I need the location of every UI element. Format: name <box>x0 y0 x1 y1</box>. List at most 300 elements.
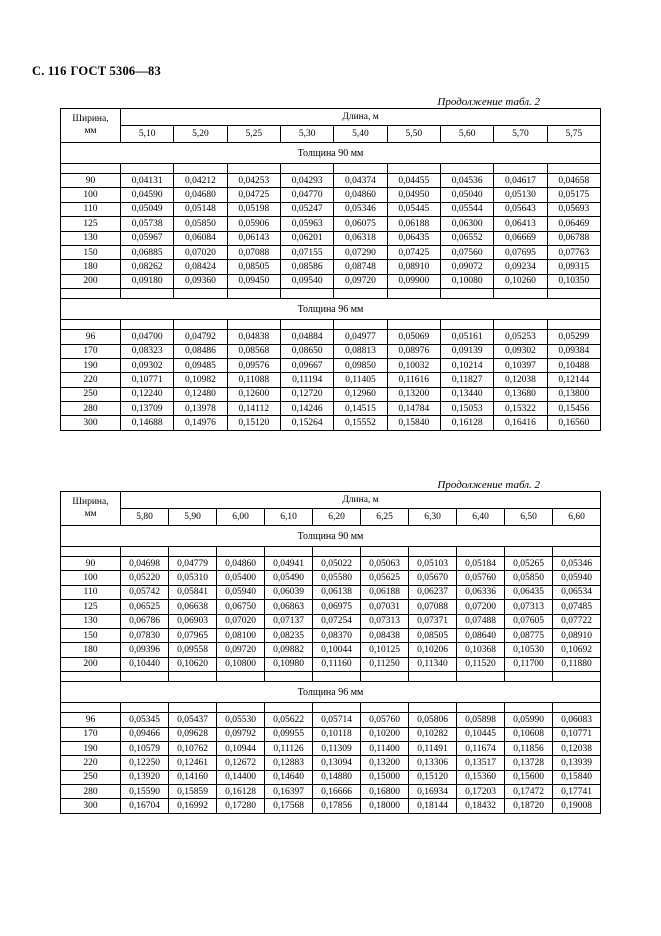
cell-value: 0,09384 <box>547 344 600 358</box>
cell-value: 0,04884 <box>280 330 333 344</box>
cell-value: 0,04131 <box>121 174 174 188</box>
spacer-row <box>61 320 601 330</box>
cell-value: 0,09450 <box>227 274 280 288</box>
cell-value: 0,18720 <box>505 799 553 813</box>
cell-value: 0,10214 <box>440 358 493 372</box>
cell-value: 0,04860 <box>334 188 387 202</box>
cell-value: 0,05742 <box>121 585 169 599</box>
cell-value: 0,07290 <box>334 245 387 259</box>
row-width-value: 170 <box>61 727 121 741</box>
cell-value: 0,05906 <box>227 217 280 231</box>
cell-value: 0,09667 <box>280 358 333 372</box>
cell-value: 0,10982 <box>174 373 227 387</box>
cell-value: 0,06469 <box>547 217 600 231</box>
cell-value: 0,11700 <box>505 657 553 671</box>
spacer-row <box>61 547 601 557</box>
section-title-row <box>61 299 601 320</box>
cell-value: 0,12960 <box>334 387 387 401</box>
row-width-value: 190 <box>61 358 121 372</box>
cell-value: 0,12480 <box>174 387 227 401</box>
cell-value: 0,10350 <box>547 274 600 288</box>
cell-value: 0,13709 <box>121 402 174 416</box>
cell-value: 0,17472 <box>505 785 553 799</box>
cell-value: 0,10980 <box>265 657 313 671</box>
cell-value: 0,10771 <box>121 373 174 387</box>
cell-value: 0,18000 <box>361 799 409 813</box>
cell-value: 0,11405 <box>334 373 387 387</box>
cell-value: 0,13440 <box>440 387 493 401</box>
cell-value: 0,05103 <box>409 557 457 571</box>
cell-value: 0,11340 <box>409 657 457 671</box>
cell-value: 0,15590 <box>121 785 169 799</box>
cell-value: 0,09360 <box>174 274 227 288</box>
cell-value: 0,07200 <box>457 600 505 614</box>
cell-value: 0,16992 <box>169 799 217 813</box>
cell-value: 0,07485 <box>553 600 601 614</box>
cell-value: 0,10118 <box>313 727 361 741</box>
column-header-6: 5,60 <box>440 126 493 143</box>
column-header-7: 6,40 <box>457 509 505 526</box>
cell-value: 0,13978 <box>174 402 227 416</box>
cell-value: 0,19008 <box>553 799 601 813</box>
cell-value: 0,08505 <box>227 260 280 274</box>
cell-value: 0,06525 <box>121 600 169 614</box>
cell-value: 0,07155 <box>280 245 333 259</box>
cell-value: 0,17203 <box>457 785 505 799</box>
cell-value: 0,06863 <box>265 600 313 614</box>
cell-value: 0,09466 <box>121 727 169 741</box>
cell-value: 0,05490 <box>265 571 313 585</box>
cell-value: 0,05299 <box>547 330 600 344</box>
cell-value: 0,09315 <box>547 260 600 274</box>
cell-value: 0,10044 <box>313 643 361 657</box>
cell-value: 0,04590 <box>121 188 174 202</box>
cell-value: 0,05069 <box>387 330 440 344</box>
cell-value: 0,11160 <box>313 657 361 671</box>
cell-value: 0,14976 <box>174 416 227 430</box>
cell-value: 0,10944 <box>217 741 265 755</box>
cell-value: 0,10800 <box>217 657 265 671</box>
cell-value: 0,07722 <box>553 614 601 628</box>
cell-value: 0,11491 <box>409 741 457 755</box>
row-width-value: 180 <box>61 260 121 274</box>
table-row <box>61 741 601 755</box>
row-width-value: 280 <box>61 402 121 416</box>
cell-value: 0,13920 <box>121 770 169 784</box>
continuation-label-2: Продолжение табл. 2 <box>437 479 540 491</box>
cell-value: 0,11126 <box>265 741 313 755</box>
cell-value: 0,09882 <box>265 643 313 657</box>
column-header-4: 6,20 <box>313 509 361 526</box>
cell-value: 0,04536 <box>440 174 493 188</box>
table-row <box>61 643 601 657</box>
cell-value: 0,06885 <box>121 245 174 259</box>
row-width-value: 280 <box>61 785 121 799</box>
row-width-value: 125 <box>61 217 121 231</box>
cell-value: 0,09180 <box>121 274 174 288</box>
column-header-1: 5,20 <box>174 126 227 143</box>
cell-value: 0,09302 <box>494 344 547 358</box>
cell-value: 0,05841 <box>169 585 217 599</box>
column-header-1: 5,90 <box>169 509 217 526</box>
cell-value: 0,11616 <box>387 373 440 387</box>
cell-value: 0,14640 <box>265 770 313 784</box>
table-row <box>61 799 601 813</box>
table-row <box>61 330 601 344</box>
cell-value: 0,10608 <box>505 727 553 741</box>
cell-value: 0,10260 <box>494 274 547 288</box>
cell-value: 0,07313 <box>505 600 553 614</box>
cell-value: 0,05530 <box>217 713 265 727</box>
row-width-value: 200 <box>61 274 121 288</box>
cell-value: 0,12038 <box>553 741 601 755</box>
cell-value: 0,04950 <box>387 188 440 202</box>
cell-value: 0,05625 <box>361 571 409 585</box>
cell-value: 0,10397 <box>494 358 547 372</box>
cell-value: 0,11400 <box>361 741 409 755</box>
cell-value: 0,07763 <box>547 245 600 259</box>
cell-value: 0,14160 <box>169 770 217 784</box>
cell-value: 0,06435 <box>387 231 440 245</box>
length-header-cell: Длина, м <box>121 109 601 126</box>
column-header-0: 5,10 <box>121 126 174 143</box>
column-header-8: 6,50 <box>505 509 553 526</box>
table-row <box>61 557 601 571</box>
cell-value: 0,11827 <box>440 373 493 387</box>
cell-value: 0,08235 <box>265 628 313 642</box>
cell-value: 0,07031 <box>361 600 409 614</box>
cell-value: 0,09234 <box>494 260 547 274</box>
cell-value: 0,11674 <box>457 741 505 755</box>
cell-value: 0,16397 <box>265 785 313 799</box>
cell-value: 0,17280 <box>217 799 265 813</box>
cell-value: 0,13200 <box>387 387 440 401</box>
cell-value: 0,05940 <box>217 585 265 599</box>
cell-value: 0,05963 <box>280 217 333 231</box>
cell-value: 0,11088 <box>227 373 280 387</box>
cell-value: 0,05040 <box>440 188 493 202</box>
row-width-value: 250 <box>61 387 121 401</box>
table-block-1 <box>60 96 600 431</box>
column-header-3: 6,10 <box>265 509 313 526</box>
section-title: Толщина 90 мм <box>61 526 601 547</box>
cell-value: 0,06975 <box>313 600 361 614</box>
cell-value: 0,16416 <box>494 416 547 430</box>
cell-value: 0,08505 <box>409 628 457 642</box>
cell-value: 0,10771 <box>553 727 601 741</box>
cell-value: 0,08424 <box>174 260 227 274</box>
table-row <box>61 217 601 231</box>
cell-value: 0,08640 <box>457 628 505 642</box>
cell-value: 0,11309 <box>313 741 361 755</box>
cell-value: 0,05544 <box>440 202 493 216</box>
cell-value: 0,12883 <box>265 756 313 770</box>
cell-value: 0,09302 <box>121 358 174 372</box>
cell-value: 0,08813 <box>334 344 387 358</box>
cell-value: 0,10080 <box>440 274 493 288</box>
cell-value: 0,12672 <box>217 756 265 770</box>
cell-value: 0,15120 <box>227 416 280 430</box>
cell-value: 0,16560 <box>547 416 600 430</box>
cell-value: 0,08568 <box>227 344 280 358</box>
cell-value: 0,12038 <box>494 373 547 387</box>
cell-value: 0,09558 <box>169 643 217 657</box>
table-subheader-row <box>61 126 601 143</box>
cell-value: 0,17856 <box>313 799 361 813</box>
cell-value: 0,16128 <box>217 785 265 799</box>
cell-value: 0,09792 <box>217 727 265 741</box>
cell-value: 0,06786 <box>121 614 169 628</box>
cell-value: 0,04253 <box>227 174 280 188</box>
cell-value: 0,11250 <box>361 657 409 671</box>
column-header-8: 5,75 <box>547 126 600 143</box>
table-row <box>61 571 601 585</box>
cell-value: 0,06788 <box>547 231 600 245</box>
cell-value: 0,17568 <box>265 799 313 813</box>
cell-value: 0,08586 <box>280 260 333 274</box>
cell-value: 0,15600 <box>505 770 553 784</box>
cell-value: 0,06903 <box>169 614 217 628</box>
column-header-3: 5,30 <box>280 126 333 143</box>
cell-value: 0,05643 <box>494 202 547 216</box>
row-width-value: 220 <box>61 373 121 387</box>
cell-value: 0,09072 <box>440 260 493 274</box>
cell-value: 0,06638 <box>169 600 217 614</box>
cell-value: 0,13094 <box>313 756 361 770</box>
cell-value: 0,09576 <box>227 358 280 372</box>
cell-value: 0,06669 <box>494 231 547 245</box>
cell-value: 0,06083 <box>553 713 601 727</box>
table-row <box>61 274 601 288</box>
table-row <box>61 402 601 416</box>
cell-value: 0,15859 <box>169 785 217 799</box>
cell-value: 0,12720 <box>280 387 333 401</box>
cell-value: 0,09720 <box>217 643 265 657</box>
cell-value: 0,13800 <box>547 387 600 401</box>
cell-value: 0,05063 <box>361 557 409 571</box>
row-width-value: 250 <box>61 770 121 784</box>
table-row <box>61 657 601 671</box>
cell-value: 0,06237 <box>409 585 457 599</box>
page-header <box>32 64 161 79</box>
cell-value: 0,16704 <box>121 799 169 813</box>
cell-value: 0,15053 <box>440 402 493 416</box>
cell-value: 0,10692 <box>553 643 601 657</box>
cell-value: 0,12600 <box>227 387 280 401</box>
cell-value: 0,05400 <box>217 571 265 585</box>
cell-value: 0,04698 <box>121 557 169 571</box>
cell-value: 0,07020 <box>174 245 227 259</box>
cell-value: 0,05345 <box>121 713 169 727</box>
cell-value: 0,06188 <box>387 217 440 231</box>
cell-value: 0,05760 <box>361 713 409 727</box>
column-header-9: 6,60 <box>553 509 601 526</box>
cell-value: 0,06084 <box>174 231 227 245</box>
spacer-row <box>61 703 601 713</box>
table-row <box>61 202 601 216</box>
cell-value: 0,15120 <box>409 770 457 784</box>
table-subheader-row <box>61 509 601 526</box>
cell-value: 0,07965 <box>169 628 217 642</box>
table-row <box>61 260 601 274</box>
table-row <box>61 600 601 614</box>
cell-value: 0,13728 <box>505 756 553 770</box>
cell-value: 0,04658 <box>547 174 600 188</box>
cell-value: 0,09139 <box>440 344 493 358</box>
cell-value: 0,04700 <box>121 330 174 344</box>
cell-value: 0,05346 <box>334 202 387 216</box>
cell-value: 0,09540 <box>280 274 333 288</box>
column-header-2: 6,00 <box>217 509 265 526</box>
row-width-value: 130 <box>61 231 121 245</box>
cell-value: 0,14400 <box>217 770 265 784</box>
continuation-label-1: Продолжение табл. 2 <box>437 96 540 108</box>
row-width-value: 96 <box>61 713 121 727</box>
row-width-value: 90 <box>61 557 121 571</box>
cell-value: 0,06143 <box>227 231 280 245</box>
cell-value: 0,07695 <box>494 245 547 259</box>
cell-value: 0,10206 <box>409 643 457 657</box>
spacer-row <box>61 672 601 682</box>
cell-value: 0,09900 <box>387 274 440 288</box>
cell-value: 0,07488 <box>457 614 505 628</box>
cell-value: 0,05049 <box>121 202 174 216</box>
table-row <box>61 387 601 401</box>
cell-value: 0,11520 <box>457 657 505 671</box>
cell-value: 0,05310 <box>169 571 217 585</box>
table-row <box>61 231 601 245</box>
cell-value: 0,10125 <box>361 643 409 657</box>
cell-value: 0,05346 <box>553 557 601 571</box>
cell-value: 0,15840 <box>553 770 601 784</box>
cell-value: 0,07605 <box>505 614 553 628</box>
cell-value: 0,10440 <box>121 657 169 671</box>
table-row <box>61 628 601 642</box>
cell-value: 0,08100 <box>217 628 265 642</box>
cell-value: 0,06413 <box>494 217 547 231</box>
cell-value: 0,10762 <box>169 741 217 755</box>
cell-value: 0,07088 <box>409 600 457 614</box>
row-width-value: 300 <box>61 799 121 813</box>
cell-value: 0,04941 <box>265 557 313 571</box>
table-row <box>61 174 601 188</box>
row-width-value: 150 <box>61 628 121 642</box>
cell-value: 0,04455 <box>387 174 440 188</box>
cell-value: 0,05898 <box>457 713 505 727</box>
cell-value: 0,09396 <box>121 643 169 657</box>
row-width-value: 96 <box>61 330 121 344</box>
cell-value: 0,07254 <box>313 614 361 628</box>
width-header-cell: Ширина, мм <box>61 109 121 143</box>
cell-value: 0,05148 <box>174 202 227 216</box>
data-table-2 <box>60 491 601 814</box>
row-width-value: 300 <box>61 416 121 430</box>
cell-value: 0,07137 <box>265 614 313 628</box>
table-row <box>61 770 601 784</box>
cell-value: 0,05445 <box>387 202 440 216</box>
cell-value: 0,09850 <box>334 358 387 372</box>
cell-value: 0,15360 <box>457 770 505 784</box>
cell-value: 0,07313 <box>361 614 409 628</box>
cell-value: 0,10282 <box>409 727 457 741</box>
section-title: Толщина 90 мм <box>61 143 601 164</box>
cell-value: 0,05253 <box>494 330 547 344</box>
cell-value: 0,15552 <box>334 416 387 430</box>
cell-value: 0,05022 <box>313 557 361 571</box>
cell-value: 0,15456 <box>547 402 600 416</box>
cell-value: 0,10368 <box>457 643 505 657</box>
cell-value: 0,09485 <box>174 358 227 372</box>
cell-value: 0,08650 <box>280 344 333 358</box>
cell-value: 0,07425 <box>387 245 440 259</box>
cell-value: 0,12250 <box>121 756 169 770</box>
section-title: Толщина 96 мм <box>61 682 601 703</box>
column-header-5: 6,25 <box>361 509 409 526</box>
cell-value: 0,05437 <box>169 713 217 727</box>
cell-value: 0,06075 <box>334 217 387 231</box>
cell-value: 0,05850 <box>174 217 227 231</box>
row-width-value: 90 <box>61 174 121 188</box>
cell-value: 0,06300 <box>440 217 493 231</box>
cell-value: 0,10445 <box>457 727 505 741</box>
section-title-row <box>61 682 601 703</box>
row-width-value: 110 <box>61 202 121 216</box>
column-header-5: 5,50 <box>387 126 440 143</box>
cell-value: 0,05940 <box>553 571 601 585</box>
row-width-value: 130 <box>61 614 121 628</box>
cell-value: 0,04293 <box>280 174 333 188</box>
cell-value: 0,18144 <box>409 799 457 813</box>
cell-value: 0,05161 <box>440 330 493 344</box>
cell-value: 0,13939 <box>553 756 601 770</box>
cell-value: 0,06188 <box>361 585 409 599</box>
table-row <box>61 756 601 770</box>
cell-value: 0,17741 <box>553 785 601 799</box>
row-width-value: 200 <box>61 657 121 671</box>
cell-value: 0,05184 <box>457 557 505 571</box>
cell-value: 0,14784 <box>387 402 440 416</box>
cell-value: 0,13306 <box>409 756 457 770</box>
cell-value: 0,05198 <box>227 202 280 216</box>
cell-value: 0,08323 <box>121 344 174 358</box>
cell-value: 0,08262 <box>121 260 174 274</box>
cell-value: 0,08976 <box>387 344 440 358</box>
table-row <box>61 416 601 430</box>
cell-value: 0,08910 <box>553 628 601 642</box>
cell-value: 0,06138 <box>313 585 361 599</box>
cell-value: 0,06318 <box>334 231 387 245</box>
section-title: Толщина 96 мм <box>61 299 601 320</box>
width-header-cell: Ширина, мм <box>61 492 121 526</box>
cell-value: 0,05693 <box>547 202 600 216</box>
cell-value: 0,14112 <box>227 402 280 416</box>
cell-value: 0,14688 <box>121 416 174 430</box>
section-title-row <box>61 143 601 164</box>
standard-designation: ГОСТ 5306—83 <box>70 64 161 78</box>
cell-value: 0,04792 <box>174 330 227 344</box>
cell-value: 0,10200 <box>361 727 409 741</box>
cell-value: 0,05714 <box>313 713 361 727</box>
table-row <box>61 344 601 358</box>
cell-value: 0,05220 <box>121 571 169 585</box>
cell-value: 0,06039 <box>265 585 313 599</box>
data-table-1 <box>60 108 601 431</box>
cell-value: 0,04374 <box>334 174 387 188</box>
cell-value: 0,18432 <box>457 799 505 813</box>
cell-value: 0,08438 <box>361 628 409 642</box>
cell-value: 0,11880 <box>553 657 601 671</box>
cell-value: 0,04977 <box>334 330 387 344</box>
